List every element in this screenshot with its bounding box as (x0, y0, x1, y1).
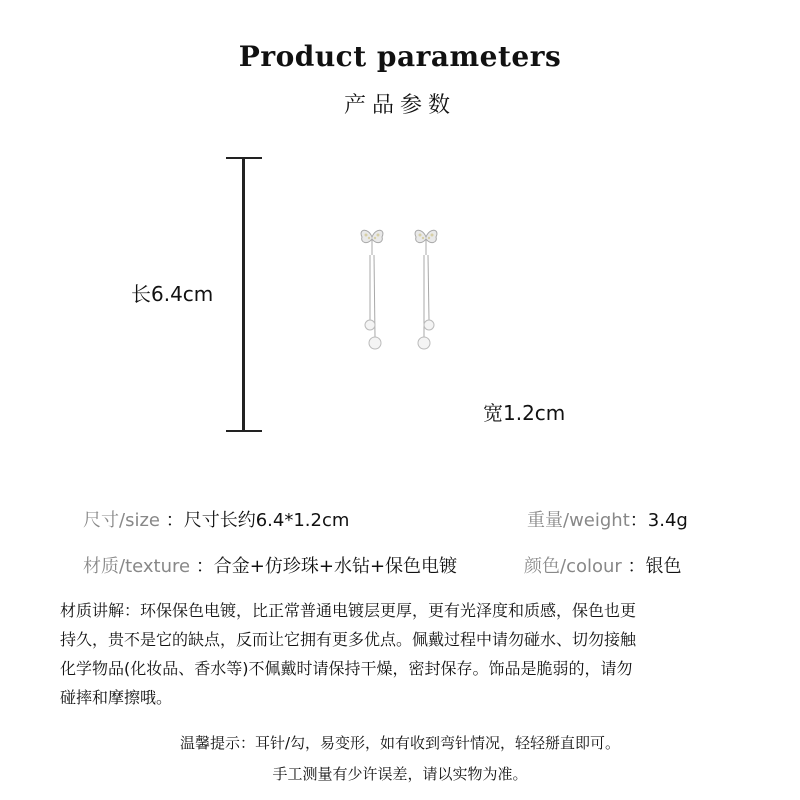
width-label: 宽1.2cm (483, 401, 566, 425)
earring-right-icon (408, 225, 448, 365)
description-line: 材质讲解：环保保色电镀，比正常普通电镀层更厚，更有光泽度和质感，保色也更 (60, 601, 637, 620)
size-value: ：尺寸长约6.4*1.2cm (165, 510, 350, 531)
texture-spec (83, 552, 457, 578)
weight-spec (527, 506, 688, 532)
material-description (60, 596, 750, 712)
ruler-stem (242, 157, 245, 432)
colour-key: 颜色/colour (524, 556, 622, 577)
texture-value: ：合金+仿珍珠+水钻+保色电镀 (195, 556, 458, 577)
length-ruler (226, 154, 262, 434)
colour-value: ：银色 (627, 556, 682, 577)
weight-key: 重量/weight (527, 510, 630, 531)
page-title: Product parameters (238, 40, 562, 73)
earring-left-icon (354, 225, 394, 365)
description-line: 化学物品(化妆品、香水等)不佩戴时请保持干燥，密封保存。饰品是脆弱的，请勿 (60, 659, 633, 678)
weight-value: ：3.4g (629, 510, 688, 531)
colour-spec (524, 552, 682, 578)
size-key: 尺寸/size (83, 510, 160, 531)
care-tip: 温馨提示：耳针/勾，易变形，如有收到弯针情况，轻轻掰直即可。 (179, 734, 621, 752)
measurement-note: 手工测量有少许误差，请以实物为准。 (272, 765, 528, 783)
texture-key: 材质/texture (83, 556, 191, 577)
description-line: 持久，贵不是它的缺点，反而让它拥有更多优点。佩戴过程中请勿碰水、切勿接触 (60, 630, 637, 649)
size-spec (83, 506, 349, 532)
page-subtitle: 产品参数 (343, 93, 456, 118)
description-line: 碰摔和摩擦哦。 (60, 688, 173, 707)
ruler-bottom-cap (226, 430, 262, 432)
length-label: 长6.4cm (131, 282, 214, 306)
